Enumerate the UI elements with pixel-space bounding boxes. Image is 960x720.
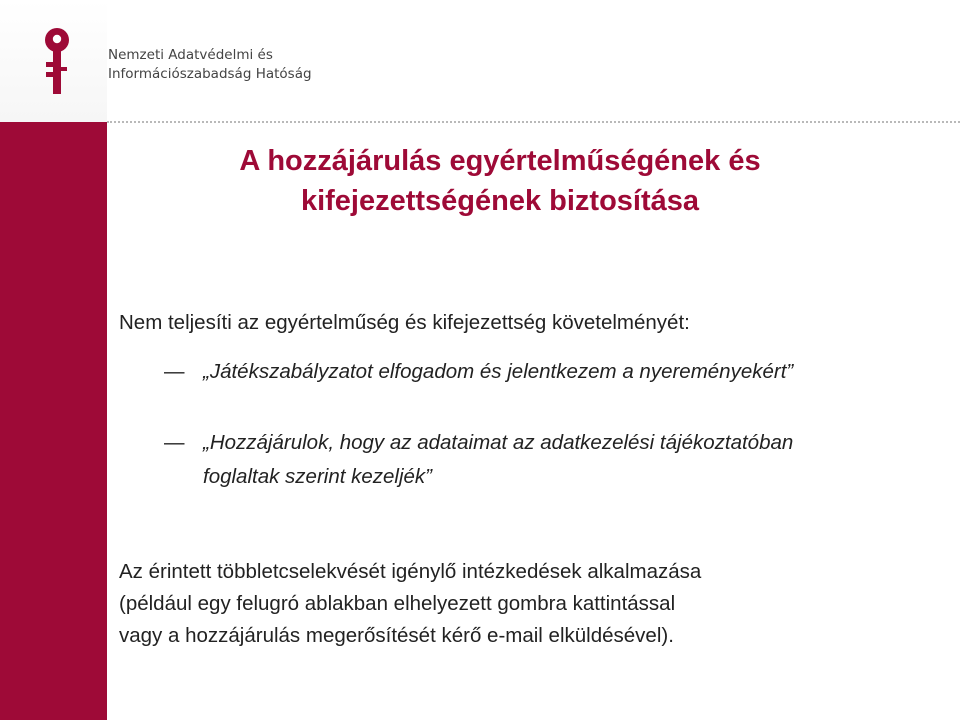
header-divider: [107, 121, 960, 123]
logo-line-2: Információszabadság Hatóság: [108, 66, 312, 82]
title-line-1: A hozzájárulás egyértelműségének és: [239, 145, 761, 177]
logo-line-1: Nemzeti Adatvédelmi és: [108, 47, 273, 63]
sidebar-red-band: [0, 122, 107, 720]
closing-line-2: (például egy felugró ablakban elhelyezett gombra kattintással: [119, 592, 676, 615]
bullet-item: [164, 355, 844, 389]
bullet-dash: —: [164, 431, 185, 454]
authority-logo-text: [108, 46, 312, 84]
closing-line-3: vagy a hozzájárulás megerősítését kérő e-mail elküldésével).: [119, 624, 674, 647]
title-line-2: kifejezettségének biztosítása: [300, 185, 700, 217]
bullet-text: „Játékszabályzatot elfogadom és jelentkezem a nyereményekért”: [203, 360, 794, 383]
closing-paragraph: [119, 556, 939, 652]
sidebar: [0, 0, 107, 720]
bullet-item: [164, 426, 844, 494]
intro-text: Nem teljesíti az egyértelműség és kifejezettség követelményét:: [119, 311, 690, 334]
key-icon: [40, 26, 74, 96]
slide-title: [150, 141, 850, 221]
bullet-text: „Hozzájárulok, hogy az adataimat az adatkezelési tájékoztatóban foglaltak szerint kezeljék”: [203, 431, 794, 488]
bullet-dash: —: [164, 360, 185, 383]
closing-line-1: Az érintett többletcselekvését igénylő intézkedések alkalmazása: [119, 560, 702, 583]
